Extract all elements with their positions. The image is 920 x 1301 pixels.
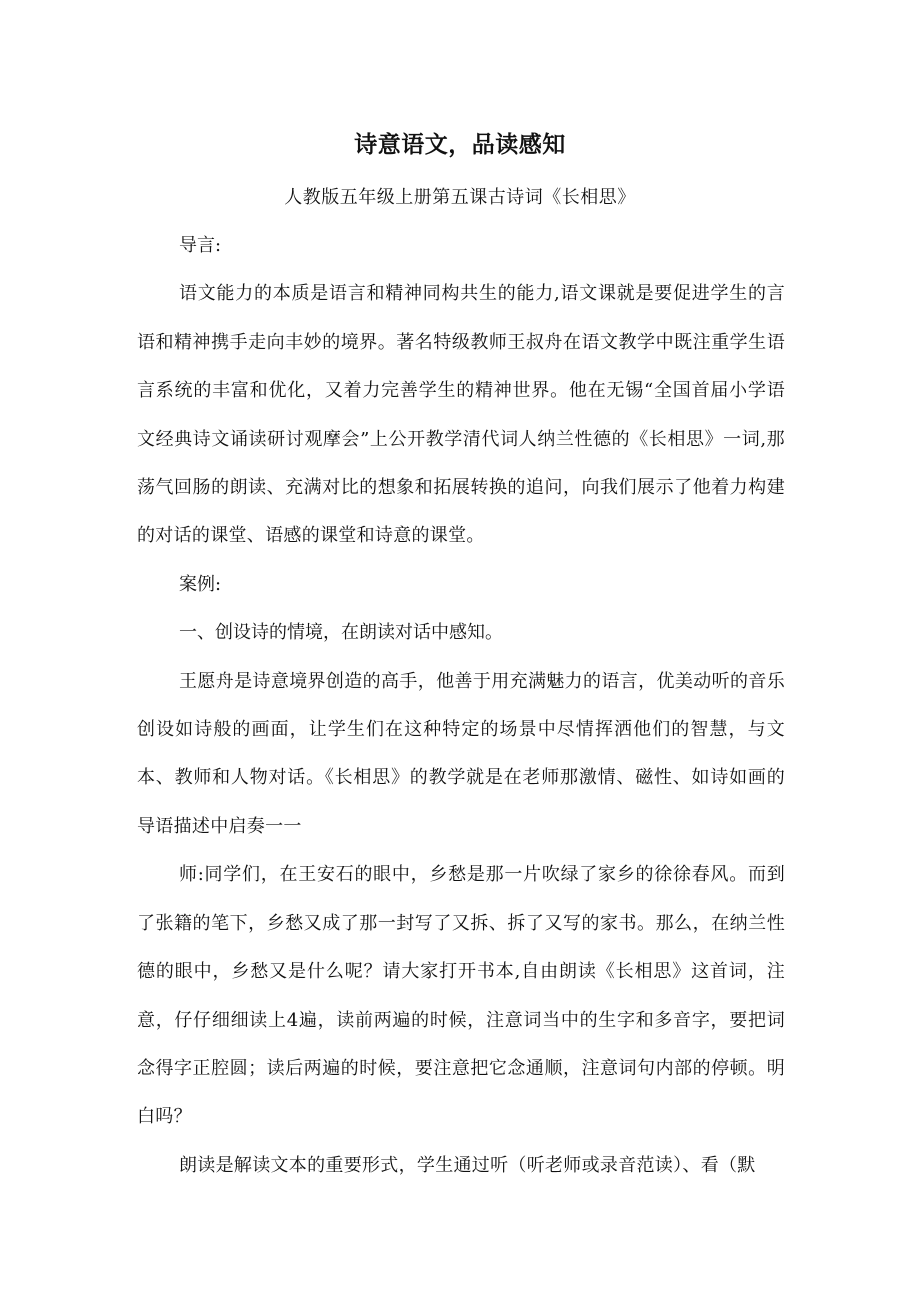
intro-label: 导言: [179,235,222,256]
document-title: 诗意语文，品读感知 [354,132,566,158]
reading-paragraph: 朗读是解读文本的重要形式，学生通过听（听老师或录音范读）、看（默 [179,1154,756,1176]
case-label: 案例: [179,573,222,595]
section-one-heading: 一、创设诗的情境，在朗读对话中感知。 [179,622,503,644]
document-body [137,222,785,1190]
intro-paragraph: 语文能力的本质是语言和精神同构共生的能力,语文课就是要促进学生的言语和精神携手走向丰妙的境界。著名特级教师王叔舟在语文教学中既注重学生语言系统的丰富和优化，又着力完善学生的精神世界。他在无锡“全国首届小学语文经典诗文诵读研讨观摩会”上公开教学清代词人纳兰性德的《长相思》一词,那荡气回肠的朗读、充满对比的想象和拓展转换的追问，向我们展示了他着力构建的对话的课堂、语感的课堂和诗意的课堂。 [137,283,785,547]
teacher-dialogue-paragraph: 师:同学们，在王安石的眼中，乡愁是那一片吹绿了家乡的徐徐春风。而到了张籍的笔下，乡愁又成了那一封写了又拆、拆了又写的家书。那么，在纳兰性德的眼中，乡愁又是什么呢？请大家打开书本,自由朗读《长相思》这首词，注意，仔仔细细读上4遍，读前两遍的时候，注意词当中的生字和多音字，要把词念得字正腔圆；读后两遍的时候，要注意把它念通顺，注意词句内部的停顿。明白吗？ [137,864,785,1128]
document-subtitle: 人教版五年级上册第五课古诗词《长相思》 [284,187,636,208]
section-one-paragraph: 王愿舟是诗意境界创造的高手，他善于用充满魅力的语言，优美动听的音乐创设如诗般的画面，让学生们在这种特定的场景中尽情挥洒他们的智慧，与文本、教师和人物对话。《长相思》的教学就是在老师那激情、磁性、如诗如画的导语描述中启奏一一 [137,670,785,837]
